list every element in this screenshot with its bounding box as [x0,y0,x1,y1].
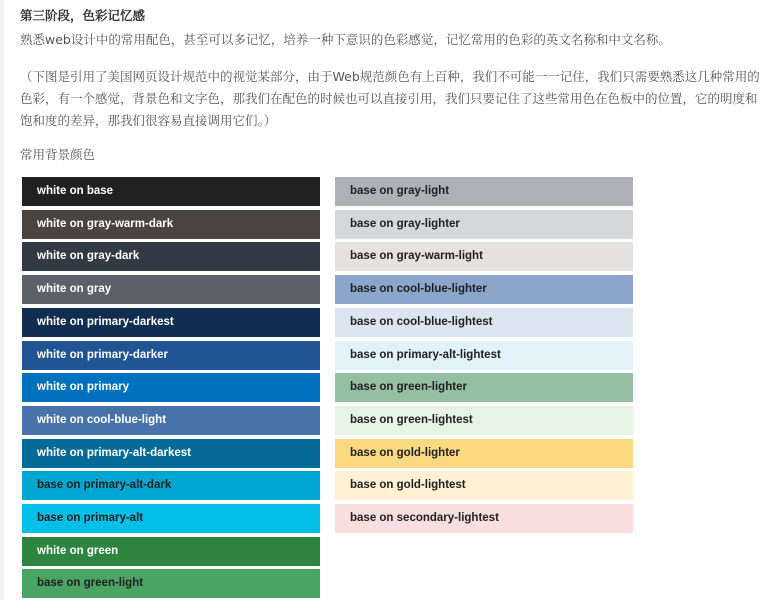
color-swatch: base on gold-lightest [335,471,633,500]
color-swatch: base on gray-warm-light [335,242,633,271]
color-swatch: base on primary-alt [22,504,320,533]
color-swatch: white on primary-darkest [22,308,320,337]
color-swatch: white on cool-blue-light [22,406,320,435]
left-border [0,0,4,600]
color-swatch: white on green [22,537,320,566]
color-swatch: base on primary-alt-dark [22,471,320,500]
intro-text: 熟悉web设计中的常用配色，甚至可以多记忆，培养一种下意识的色彩感觉，记忆常用的色彩的英文名称和中文名称。 [20,32,671,47]
color-swatch: white on primary-darker [22,341,320,370]
color-swatch: base on cool-blue-lighter [335,275,633,304]
color-swatch: white on gray-dark [22,242,320,271]
color-swatch: base on green-lightest [335,406,633,435]
color-swatch: base on gray-light [335,177,633,206]
color-swatch: white on base [22,177,320,206]
note-paragraph: （下图是引用了美国网页设计规范中的视觉某部分，由于Web规范颜色有上百种，我们不可能一一记住，我们只需要熟悉这几种常用的色彩，有一个感觉，背景色和文字色，那我们在配色的时候也可以直接引用，我们只要记住了这些常用色在色板中的位置，它的明度和饱和度的差异，那我们很容易直接调用它们。） [20,69,760,128]
color-swatch: white on primary-alt-darkest [22,439,320,468]
color-swatch: white on gray [22,275,320,304]
color-swatch: base on cool-blue-lightest [335,308,633,337]
background-colors-label: 常用背景颜色 [20,147,96,162]
color-swatch: white on primary [22,373,320,402]
color-swatch: base on gray-lighter [335,210,633,239]
section-heading: 第三阶段，色彩记忆感 [20,8,146,23]
color-swatch: base on green-lighter [335,373,633,402]
color-swatch: base on secondary-lightest [335,504,633,533]
color-swatch: base on primary-alt-lightest [335,341,633,370]
color-swatch: base on green-light [22,569,320,598]
color-swatch: base on gold-lighter [335,439,633,468]
color-swatch: white on gray-warm-dark [22,210,320,239]
